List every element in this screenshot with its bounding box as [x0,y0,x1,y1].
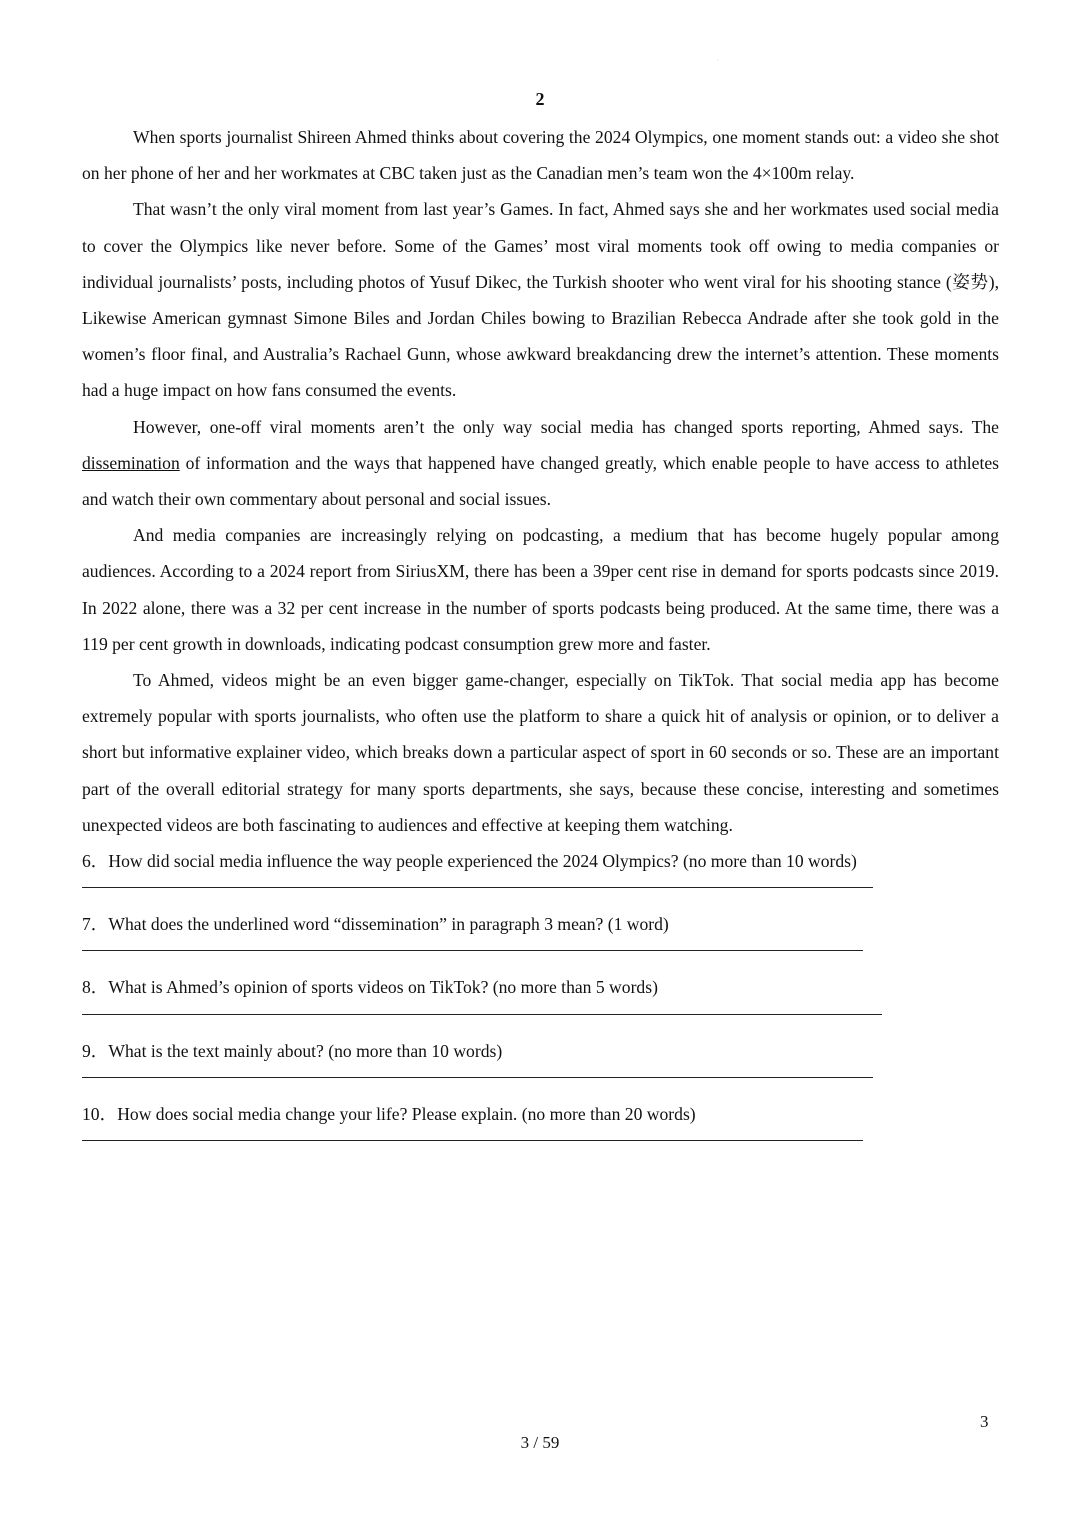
question-number: 10． [82,1103,118,1124]
paragraph-2: That wasn’t the only viral moment from last year’s Games. In fact, Ahmed says she and her workmates used social media to cover the Olympics like never before. Some of the Games’ most viral moments took off owing to media companies or individual journalists’ posts, including photos of Yusuf Dikec, the Turkish shooter who went viral for his shooting stance (姿势), Likewise American gymnast Simone Biles and Jordan Chiles bowing to Brazilian Rebecca Andrade after she took gold in the women’s floor final, and Australia’s Rachael Gunn, whose awkward breakdancing drew the internet’s attention. These moments had a huge impact on how fans consumed the events. [82,199,999,401]
question-6 [82,843,999,888]
question-text: What is Ahmed’s opinion of sports videos on TikTok? (no more than 5 words) [108,977,658,998]
question-number: 7． [82,914,109,935]
underlined-word: dissemination [82,452,180,473]
question-text: What does the underlined word “dissemination” in paragraph 3 mean? (1 word) [108,914,669,935]
question-9 [82,1033,999,1078]
question-text: How does social media change your life? Please explain. (no more than 20 words) [117,1103,696,1124]
paragraph-3-end: of information and the ways that happened have changed greatly, which enable people to have access to athletes and watch their own commentary about personal and social issues. [82,452,999,510]
answer-line-6[interactable] [82,887,873,888]
paragraph-3 [82,409,999,518]
answer-line-10[interactable] [82,1140,863,1141]
question-text: What is the text mainly about? (no more than 10 words) [108,1040,503,1061]
question-7 [82,906,999,951]
page-indicator: 3 / 59 [520,1433,560,1452]
corner-page-number: 3 [980,1412,989,1431]
question-number: 8． [82,977,109,998]
answer-line-7[interactable] [82,950,863,951]
paragraph-3-start: However, one-off viral moments aren’t the only way social media has changed sports reporting, Ahmed says. The [133,416,999,437]
paragraph-1: When sports journalist Shireen Ahmed thinks about covering the 2024 Olympics, one moment stands out: a video she shot on her phone of her and her workmates at CBC taken just as the Canadian men’s team won the 4×100m relay. [82,127,999,184]
paragraph-5: To Ahmed, videos might be an even bigger game-changer, especially on TikTok. That social media app has become extremely popular with sports journalists, who often use the platform to share a quick hit of analysis or opinion, or to deliver a short but informative explainer video, which breaks down a particular aspect of sport in 60 seconds or so. These are an important part of the overall editorial strategy for many sports departments, she says, because these concise, interesting and sometimes unexpected videos are both fascinating to audiences and effective at keeping them watching. [82,670,999,835]
paragraph-4: And media companies are increasingly relying on podcasting, a medium that has become hugely popular among audiences. According to a 2024 report from SiriusXM, there has been a 39per cent rise in demand for sports podcasts since 2019. In 2022 alone, there was a 32 per cent increase in the number of sports podcasts being produced. At the same time, there was a 119 per cent growth in downloads, indicating podcast consumption grew more and faster. [82,525,999,654]
question-number: 6． [82,851,109,872]
question-number: 9． [82,1040,109,1061]
reading-passage [82,119,999,1159]
answer-line-8[interactable] [82,1014,882,1015]
scan-mark: · [717,58,719,64]
section-number: 2 [535,89,545,109]
question-10 [82,1096,999,1141]
question-text: How did social media influence the way people experienced the 2024 Olympics? (no more than 10 words) [108,851,857,872]
answer-line-9[interactable] [82,1077,873,1078]
question-8 [82,969,999,1014]
